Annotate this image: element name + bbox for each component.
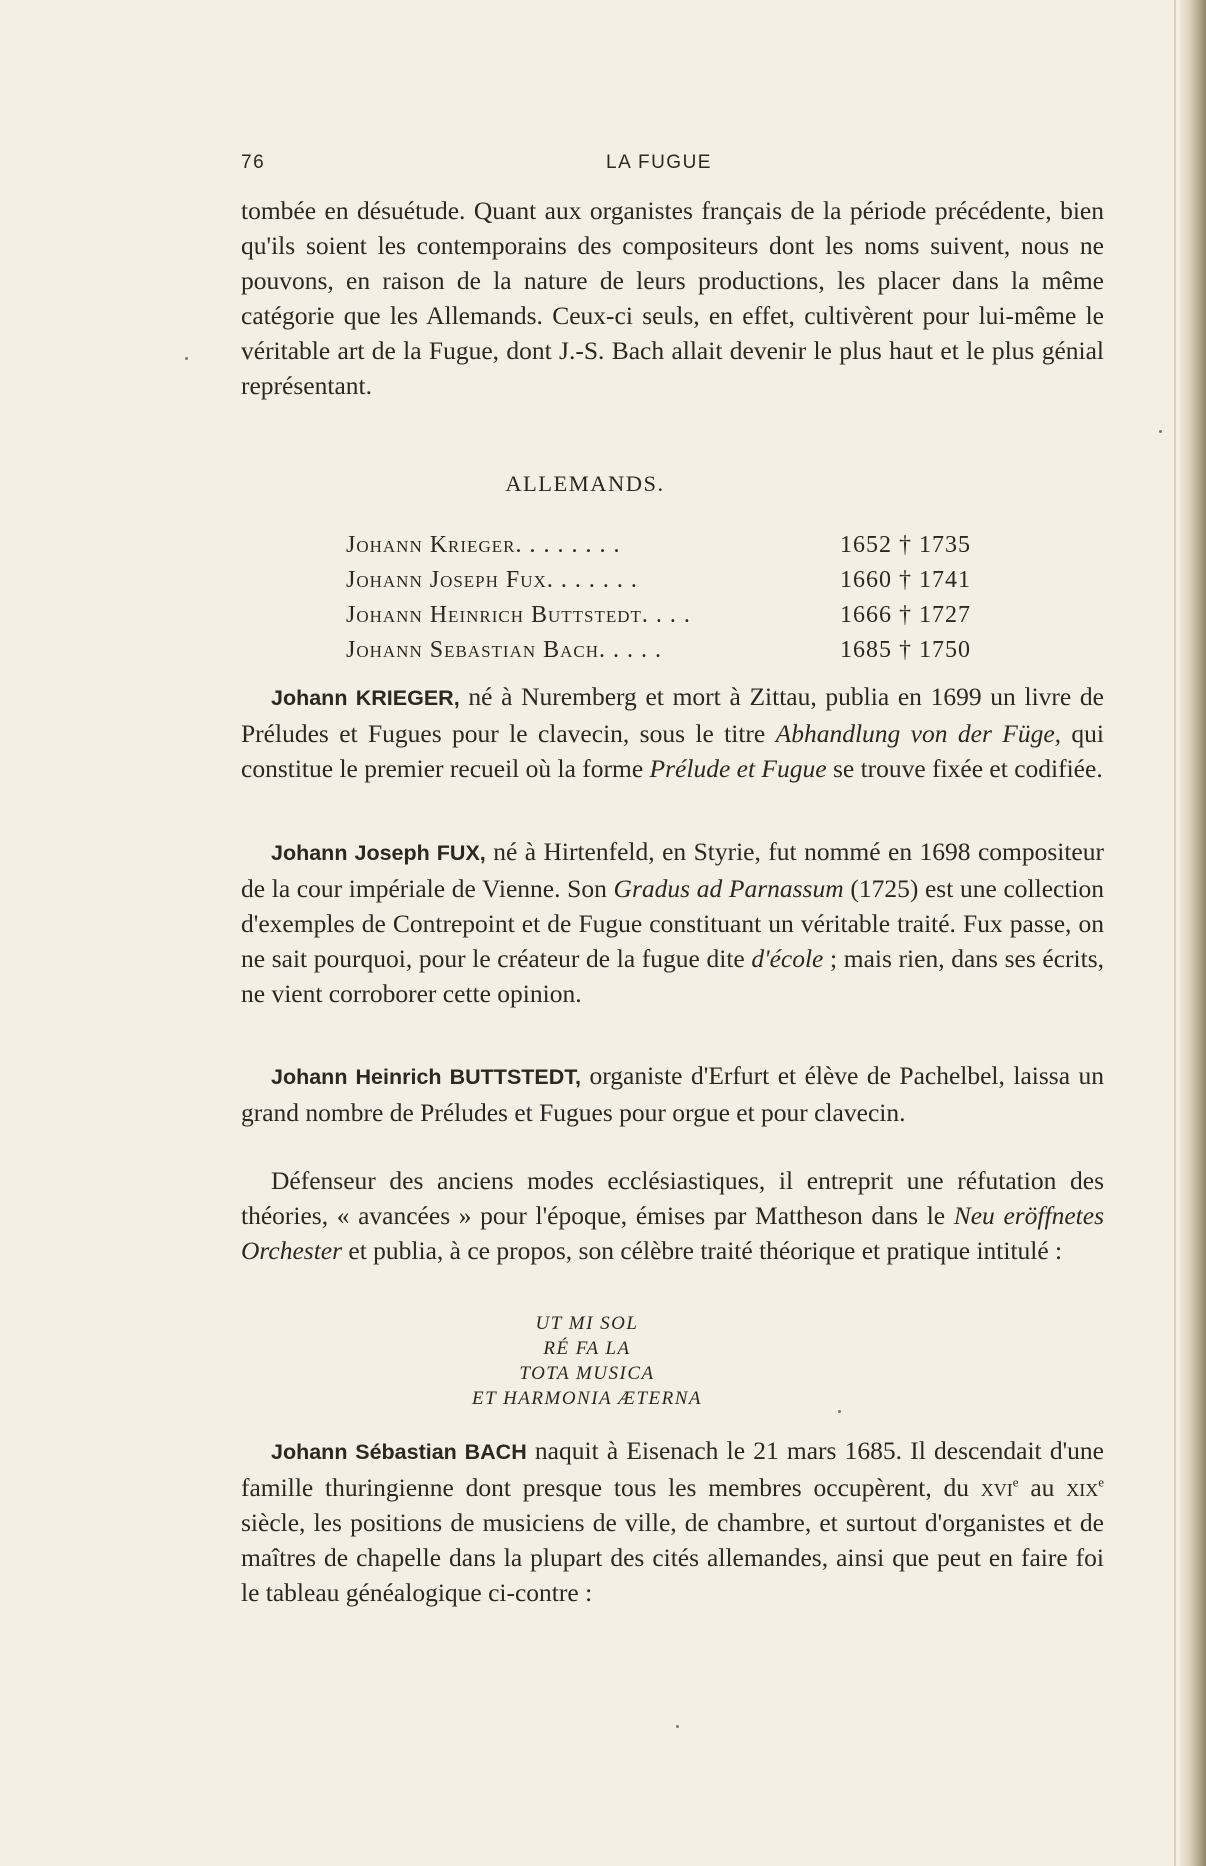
composer-row [346,528,1006,563]
composer-name: Johann Krieger. . . . . . . . [346,532,621,558]
composer-lead-name: Johann Joseph FUX, [271,841,486,865]
krieger-paragraph: Johann KRIEGER, né à Nuremberg et mort à Zittau, publia en 1699 un livre de Préludes et Fugues pour le clavecin, sous le titre Abhandlung von der Füge, qui constitue le premier recueil où la forme Prélude et Fugue se trouve fixée et codifiée. [241,682,1104,783]
paper-speck [676,1725,679,1728]
page-crease [1174,0,1176,1866]
composer-row [346,563,1006,598]
composer-dates: 1660 † 1741 [840,567,971,593]
running-header [241,152,1101,182]
composer-name: Johann Sebastian Bach. . . . . [346,637,663,663]
composer-table [346,528,1006,668]
section-title: ALLEMANDS. [505,471,665,496]
composer-dates: 1652 † 1735 [840,532,971,558]
work-title: d'école [751,944,824,973]
motto-line: ET HARMONIA ÆTERNA [471,1388,703,1409]
composer-lead-name: Johann KRIEGER, [271,686,460,710]
work-title: Gradus ad Parnassum [613,874,844,903]
composer-name: Johann Joseph Fux. . . . . . . [346,567,638,593]
running-title: LA FUGUE [606,152,712,173]
composer-row [346,598,1006,633]
intro-paragraph: tombée en désuétude. Quant aux organistes français de la période précédente, bien qu'ils soient les contemporains des compositeurs dont les noms suivent, nous ne pouvons, en raison de la nature de leurs productions, les placer dans la même catégorie que les Allemands. Ceux-ci seuls, en effet, cultivèrent pour lui-même le véritable art de la Fugue, dont J.-S. Bach allait devenir le plus haut et le plus génial représentant. [241,196,1104,400]
buttstedt-paragraph: Johann Heinrich BUTTSTEDT, organiste d'Erfurt et élève de Pachelbel, laissa un grand nombre de Préludes et Fugues pour orgue et pour clavecin. [241,1061,1104,1127]
paper-speck [1159,430,1162,433]
motto-line: UT MI SOL [535,1313,639,1334]
buttstedt-paragraph-2: Défenseur des anciens modes ecclésiastiques, il entreprit une réfutation des théories, « avancées » pour l'époque, émises par Mattheson dans le Neu eröffnetes Orchester et publia, à ce propos, son célèbre traité théorique et pratique intitulé : [241,1166,1104,1265]
composer-row [346,633,1006,668]
composer-dates: 1685 † 1750 [840,637,971,663]
work-title: Prélude et Fugue [649,754,827,783]
bach-paragraph: Johann Sébastian BACH naquit à Eisenach le 21 mars 1685. Il descendait d'une famille thuringienne dont presque tous les membres occupèrent, du xvi$^e$ au xix$^e$ siècle, les positions de musiciens de ville, de chambre, et surtout d'organistes et de maîtres de chapelle dans la plupart des cités allemandes, ainsi que peut en faire foi le tableau généalogique ci-contre : [241,1436,1104,1607]
fux-paragraph: Johann Joseph FUX, né à Hirtenfeld, en Styrie, fut nommé en 1698 compositeur de la cour impériale de Vienne. Son Gradus ad Parnassum (1725) est une collection d'exemples de Contrepoint et de Fugue constituant un véritable traité. Fux passe, on ne sait pourquoi, pour le créateur de la fugue dite d'école ; mais rien, dans ses écrits, ne vient corroborer cette opinion. [241,837,1105,1008]
composer-name: Johann Heinrich Buttstedt. . . . [346,602,691,628]
page-edge-shadow [1180,0,1206,1866]
motto-line: RÉ FA LA [543,1338,631,1359]
composer-dates: 1666 † 1727 [840,602,971,628]
paper-speck [185,357,188,360]
treatise-title [0,1311,1174,1411]
page-number: 76 [241,152,266,173]
work-title: Abhandlung von der Füge, [775,719,1062,748]
composer-lead-name: Johann Sébastian BACH [271,1440,527,1464]
composer-lead-name: Johann Heinrich BUTTSTEDT, [271,1065,582,1089]
work-title: Neu eröffnetes Orchester [241,1201,1104,1265]
motto-line: TOTA MUSICA [519,1363,655,1384]
